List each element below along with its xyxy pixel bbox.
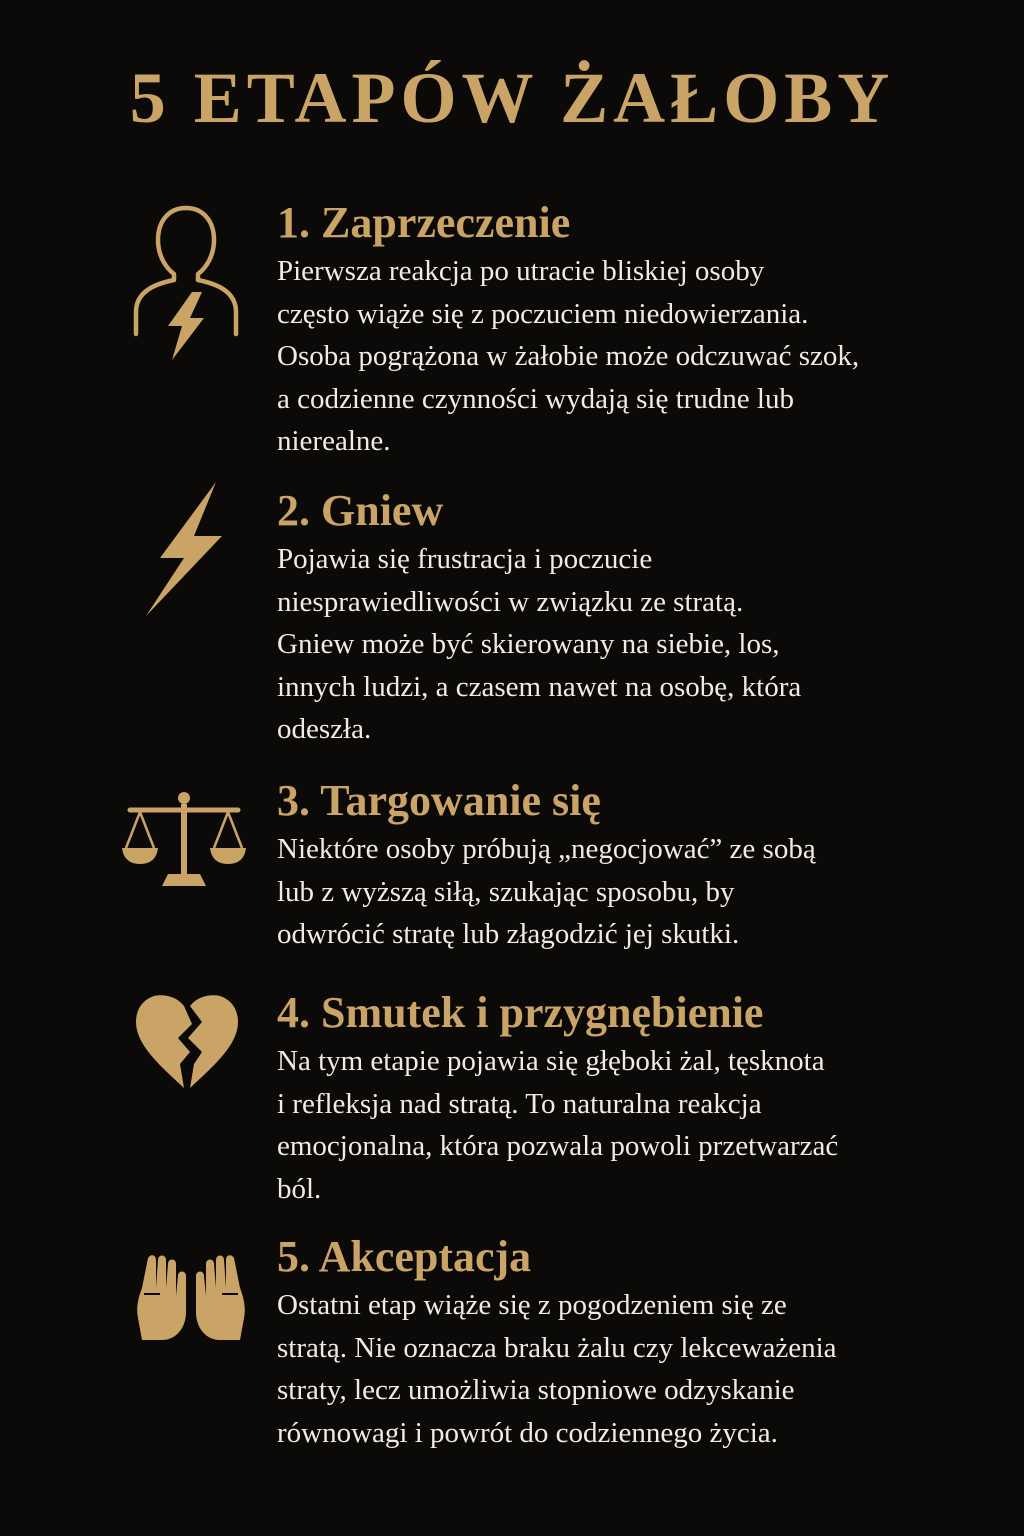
stage-3-text: Niektóre osoby próbują „negocjować” ze sobą lub z wyższą siłą, szukając sposobu, by odwrócić stratę lub złagodzić jej skutki.	[277, 833, 816, 950]
person-lightning-icon	[124, 200, 248, 366]
stage-5-title: 5. Akceptacja	[277, 1232, 532, 1281]
lightning-icon	[138, 480, 228, 620]
page-title: 5 ETAPÓW ŻAŁOBY	[129, 58, 895, 138]
open-hands-icon	[132, 1248, 250, 1344]
stage-1-title: 1. Zaprzeczenie	[277, 198, 571, 247]
stage-2-title: 2. Gniew	[277, 486, 444, 535]
stage-4-title: 4. Smutek i przygnębienie	[277, 988, 764, 1037]
stage-4-text: Na tym etapie pojawia się głęboki żal, tęsknota i refleksja nad stratą. To naturalna reakcja emocjonalna, która pozwala powoli przetwarzać ból.	[277, 1045, 839, 1205]
stage-1-text: Pierwsza reakcja po utracie bliskiej osoby często wiąże się z poczuciem niedowierzania. Osoba pogrążona w żałobie może odczuwać szok, a codzienne czynności wydają się trudne lub nierealne.	[277, 255, 860, 457]
broken-heart-icon	[134, 992, 240, 1092]
stage-2-text: Pojawia się frustracja i poczucie niesprawiedliwości w związku ze stratą. Gniew może być skierowany na siebie, los, innych ludzi, a czasem nawet na osobę, która odeszła.	[277, 543, 802, 745]
scales-icon	[120, 786, 248, 890]
stage-5-text: Ostatni etap wiąże się z pogodzeniem się ze stratą. Nie oznacza braku żalu czy lekceważenia straty, lecz umożliwia stopniowe odzyskanie równowagi i powrót do codziennego życia.	[277, 1289, 837, 1449]
stage-3-title: 3. Targowanie się	[277, 776, 601, 825]
